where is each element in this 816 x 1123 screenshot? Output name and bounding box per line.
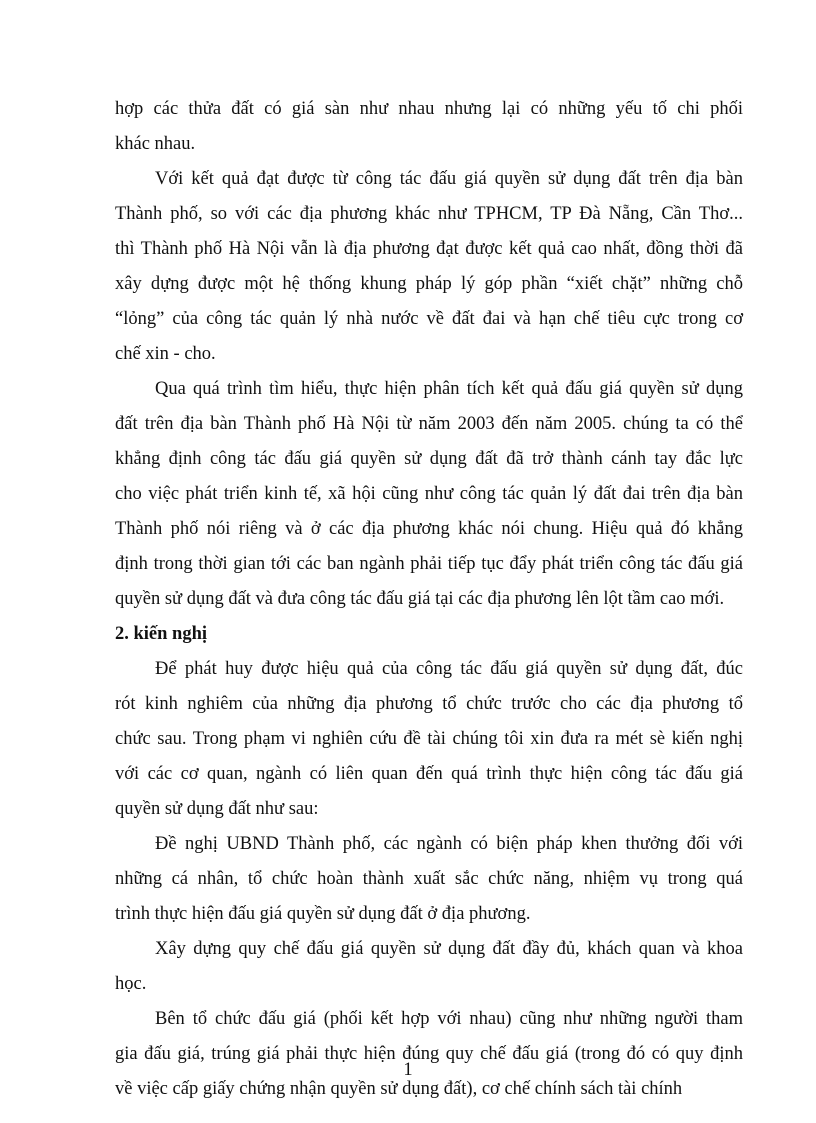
text-line: với các cơ quan, ngành có liên quan đến quá trình thực hiện công tác đấu giá <box>115 764 743 784</box>
paragraph-2 <box>115 162 743 372</box>
page-number: 1 <box>403 1060 413 1080</box>
text-line: “lỏng” của công tác quản lý nhà nước về đất đai và hạn chế tiêu cực trong cơ <box>115 309 743 329</box>
paragraph-1 <box>115 92 743 162</box>
text-line: xây dựng được một hệ thống khung pháp lý góp phần “xiết chặt” những chỗ <box>115 274 743 294</box>
text-line: học. <box>115 974 147 994</box>
text-line: Đề nghị UBND Thành phố, các ngành có biện pháp khen thưởng đối với <box>155 834 743 854</box>
text-line: Với kết quả đạt được từ công tác đấu giá quyền sử dụng đất trên địa bàn <box>155 169 743 189</box>
text-line: gia đấu giá, trúng giá phải thực hiện đúng quy chế đấu giá (trong đó có quy định <box>115 1044 743 1064</box>
text-line: Qua quá trình tìm hiểu, thực hiện phân tích kết quả đấu giá quyền sử dụng <box>155 379 743 399</box>
text-line: khẳng định công tác đấu giá quyền sử dụng đất đã trở thành cánh tay đắc lực <box>115 449 743 469</box>
text-line: Thành phố nói riêng và ở các địa phương khác nói chung. Hiệu quả đó khẳng <box>115 519 743 539</box>
text-line: quyền sử dụng đất như sau: <box>115 799 319 819</box>
paragraph-4 <box>115 652 743 827</box>
text-line: chức sau. Trong phạm vi nghiên cứu đề tài chúng tôi xin đưa ra mét sè kiến nghị <box>115 729 743 749</box>
text-line: thì Thành phố Hà Nội vẫn là địa phương đạt được kết quả cao nhất, đồng thời đã <box>115 239 743 259</box>
text-line: định trong thời gian tới các ban ngành phải tiếp tục đẩy phát triển công tác đấu giá <box>115 554 743 574</box>
text-line: quyền sử dụng đất và đưa công tác đấu giá tại các địa phương lên lột tầm cao mới. <box>115 589 725 609</box>
paragraph-6 <box>115 932 743 1002</box>
text-line: đất trên địa bàn Thành phố Hà Nội từ năm 2003 đến năm 2005. chúng ta có thể <box>115 414 743 434</box>
text-line: cho việc phát triển kinh tế, xã hội cũng như công tác quản lý đất đai trên địa bàn <box>115 484 743 504</box>
text-line: về việc cấp giấy chứng nhận quyền sử dụng đất), cơ chế chính sách tài chính <box>115 1079 683 1099</box>
paragraph-7 <box>115 1002 743 1107</box>
section-heading: 2. kiến nghị <box>115 624 208 644</box>
text-line: chế xin - cho. <box>115 344 216 364</box>
text-line: Bên tổ chức đấu giá (phối kết hợp với nhau) cũng như những người tham <box>155 1009 743 1029</box>
paragraph-5 <box>115 827 743 932</box>
text-line: rót kinh nghiêm của những địa phương tổ chức trước cho các địa phương tổ <box>115 694 743 714</box>
paragraph-3 <box>115 372 743 617</box>
text-line: Để phát huy được hiệu quả của công tác đấu giá quyền sử dụng đất, đúc <box>155 659 743 679</box>
text-line: hợp các thửa đất có giá sàn như nhau nhưng lại có những yếu tố chi phối <box>115 99 743 119</box>
document-body <box>115 92 743 1107</box>
text-line: những cá nhân, tổ chức hoàn thành xuất sắc chức năng, nhiệm vụ trong quá <box>115 869 743 889</box>
text-line: trình thực hiện đấu giá quyền sử dụng đất ở địa phương. <box>115 904 531 924</box>
text-line: Thành phố, so với các địa phương khác như TPHCM, TP Đà Nẵng, Cần Thơ... <box>115 204 743 224</box>
text-line: Xây dựng quy chế đấu giá quyền sử dụng đất đầy đủ, khách quan và khoa <box>155 939 743 959</box>
text-line: khác nhau. <box>115 134 196 154</box>
